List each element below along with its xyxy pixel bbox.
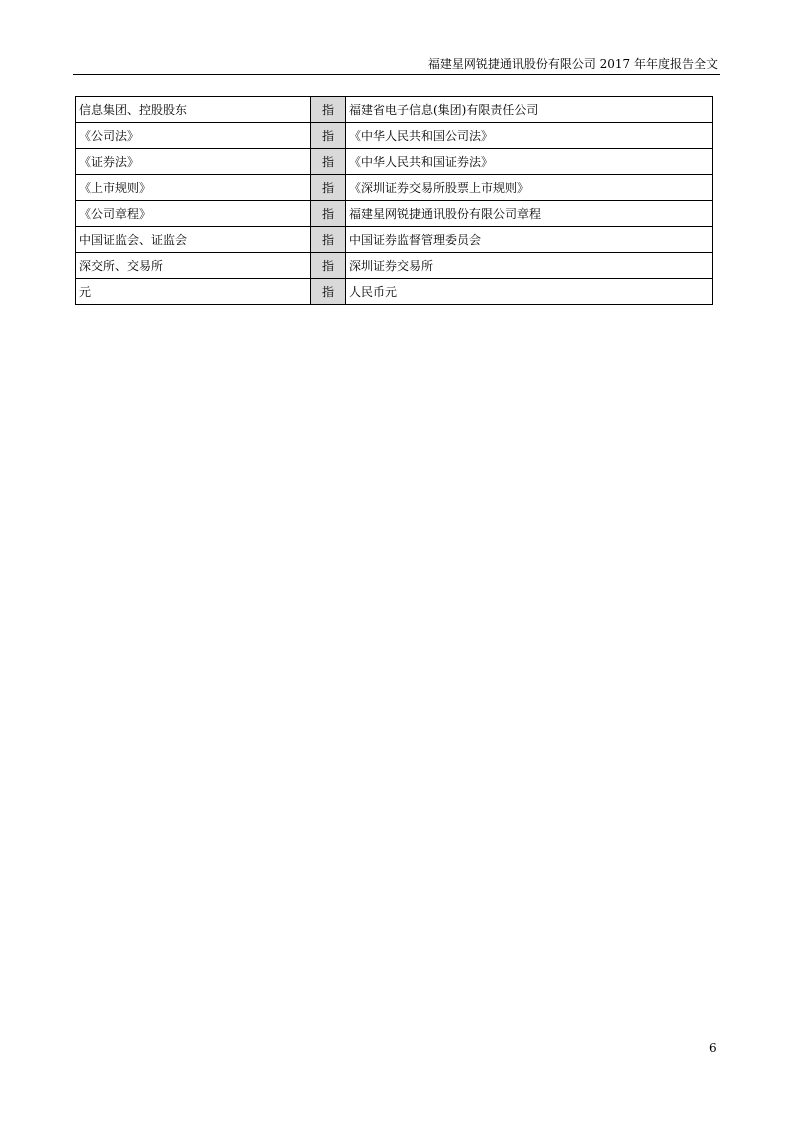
definition-cell: 中国证券监督管理委员会 [346,227,713,253]
refers-to-cell: 指 [311,123,346,149]
refers-to-cell: 指 [311,253,346,279]
term-cell: 《上市规则》 [76,175,311,201]
header-divider [73,74,720,75]
definition-cell: 福建星网锐捷通讯股份有限公司章程 [346,201,713,227]
refers-to-cell: 指 [311,175,346,201]
term-cell: 中国证监会、证监会 [76,227,311,253]
table-row [76,175,713,201]
table-row [76,201,713,227]
table-row [76,123,713,149]
definition-cell: 《深圳证券交易所股票上市规则》 [346,175,713,201]
page-header-title: 福建星网锐捷通讯股份有限公司 2017 年年度报告全文 [427,57,718,71]
refers-to-cell: 指 [311,149,346,175]
term-cell: 《公司章程》 [76,201,311,227]
table-row [76,279,713,305]
term-cell: 元 [76,279,311,305]
table-row [76,149,713,175]
table-row [76,253,713,279]
definition-cell: 《中华人民共和国证券法》 [346,149,713,175]
definition-cell: 《中华人民共和国公司法》 [346,123,713,149]
table-row [76,97,713,123]
definition-cell: 人民币元 [346,279,713,305]
term-cell: 信息集团、控股股东 [76,97,311,123]
refers-to-cell: 指 [311,227,346,253]
definitions-table [75,96,713,305]
term-cell: 深交所、交易所 [76,253,311,279]
table-row [76,227,713,253]
refers-to-cell: 指 [311,279,346,305]
page-number: 6 [709,1041,717,1055]
definition-cell: 深圳证券交易所 [346,253,713,279]
refers-to-cell: 指 [311,201,346,227]
term-cell: 《证券法》 [76,149,311,175]
term-cell: 《公司法》 [76,123,311,149]
definition-cell: 福建省电子信息(集团)有限责任公司 [346,97,713,123]
refers-to-cell: 指 [311,97,346,123]
